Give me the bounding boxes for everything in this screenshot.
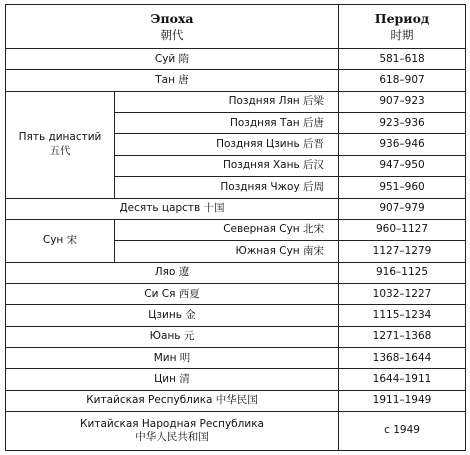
era-period: 1368–1644 (339, 348, 466, 369)
era-group-name-zh: 五代 (49, 144, 71, 157)
era-period: с 1949 (339, 412, 466, 451)
era-period: 581–618 (339, 49, 466, 70)
table-row (6, 305, 466, 326)
header-period-zh: 时期 (390, 28, 414, 43)
header-row (6, 5, 466, 49)
table-row (6, 369, 466, 390)
table-row (6, 283, 466, 304)
era-period: 947–950 (339, 155, 466, 176)
era-period: 923–936 (339, 113, 466, 134)
era-period: 907–923 (339, 91, 466, 112)
dynasties-table (5, 4, 466, 451)
era-period: 1911–1949 (339, 390, 466, 411)
header-era-ru: Эпоха (150, 10, 194, 26)
era-period: 1115–1234 (339, 305, 466, 326)
table-row (6, 198, 466, 219)
table-row (6, 262, 466, 283)
header-era-zh: 朝代 (160, 28, 184, 43)
sub-era-name: Северная Сун 北宋 (115, 219, 339, 240)
sub-era-name: Поздняя Цзинь 后晋 (115, 134, 339, 155)
era-name: Цин 清 (6, 369, 339, 390)
sub-era-name: Поздняя Чжоу 后周 (115, 177, 339, 198)
era-name: Си Ся 西夏 (6, 283, 339, 304)
sub-era-name: Поздняя Лян 后梁 (115, 91, 339, 112)
table-row (6, 91, 466, 112)
era-group-name-ru: Пять династий (18, 131, 102, 144)
era-name: Тан 唐 (6, 70, 339, 91)
era-period: 916–1125 (339, 262, 466, 283)
era-period: 1127–1279 (339, 241, 466, 262)
era-name: Десять царств 十国 (6, 198, 339, 219)
era-period: 951–960 (339, 177, 466, 198)
header-period (339, 5, 466, 49)
era-name-prc (6, 412, 339, 451)
era-name: Мин 明 (6, 348, 339, 369)
era-name-ru: Китайская Народная Республика (80, 417, 264, 430)
era-group-five-dynasties (6, 91, 115, 198)
table-row (6, 219, 466, 240)
table-row (6, 348, 466, 369)
sub-era-name: Поздняя Тан 后唐 (115, 113, 339, 134)
sub-era-name: Поздняя Хань 后汉 (115, 155, 339, 176)
era-period: 1032–1227 (339, 283, 466, 304)
era-period: 1271–1368 (339, 326, 466, 347)
era-name: Юань 元 (6, 326, 339, 347)
table-row (6, 412, 466, 451)
header-period-ru: Период (374, 10, 430, 26)
era-period: 960–1127 (339, 219, 466, 240)
era-name-zh: 中华人民共和国 (135, 431, 209, 444)
era-period: 618–907 (339, 70, 466, 91)
era-period: 907–979 (339, 198, 466, 219)
era-period: 936–946 (339, 134, 466, 155)
era-name: Цзинь 金 (6, 305, 339, 326)
era-name: Ляо 遼 (6, 262, 339, 283)
sub-era-name: Южная Сун 南宋 (115, 241, 339, 262)
table-row (6, 390, 466, 411)
header-era (6, 5, 339, 49)
era-name: Суй 隋 (6, 49, 339, 70)
era-name: Китайская Республика 中华民国 (6, 390, 339, 411)
era-group-song: Сун 宋 (6, 219, 115, 262)
era-period: 1644–1911 (339, 369, 466, 390)
table-row (6, 326, 466, 347)
table-row (6, 49, 466, 70)
table-row (6, 70, 466, 91)
